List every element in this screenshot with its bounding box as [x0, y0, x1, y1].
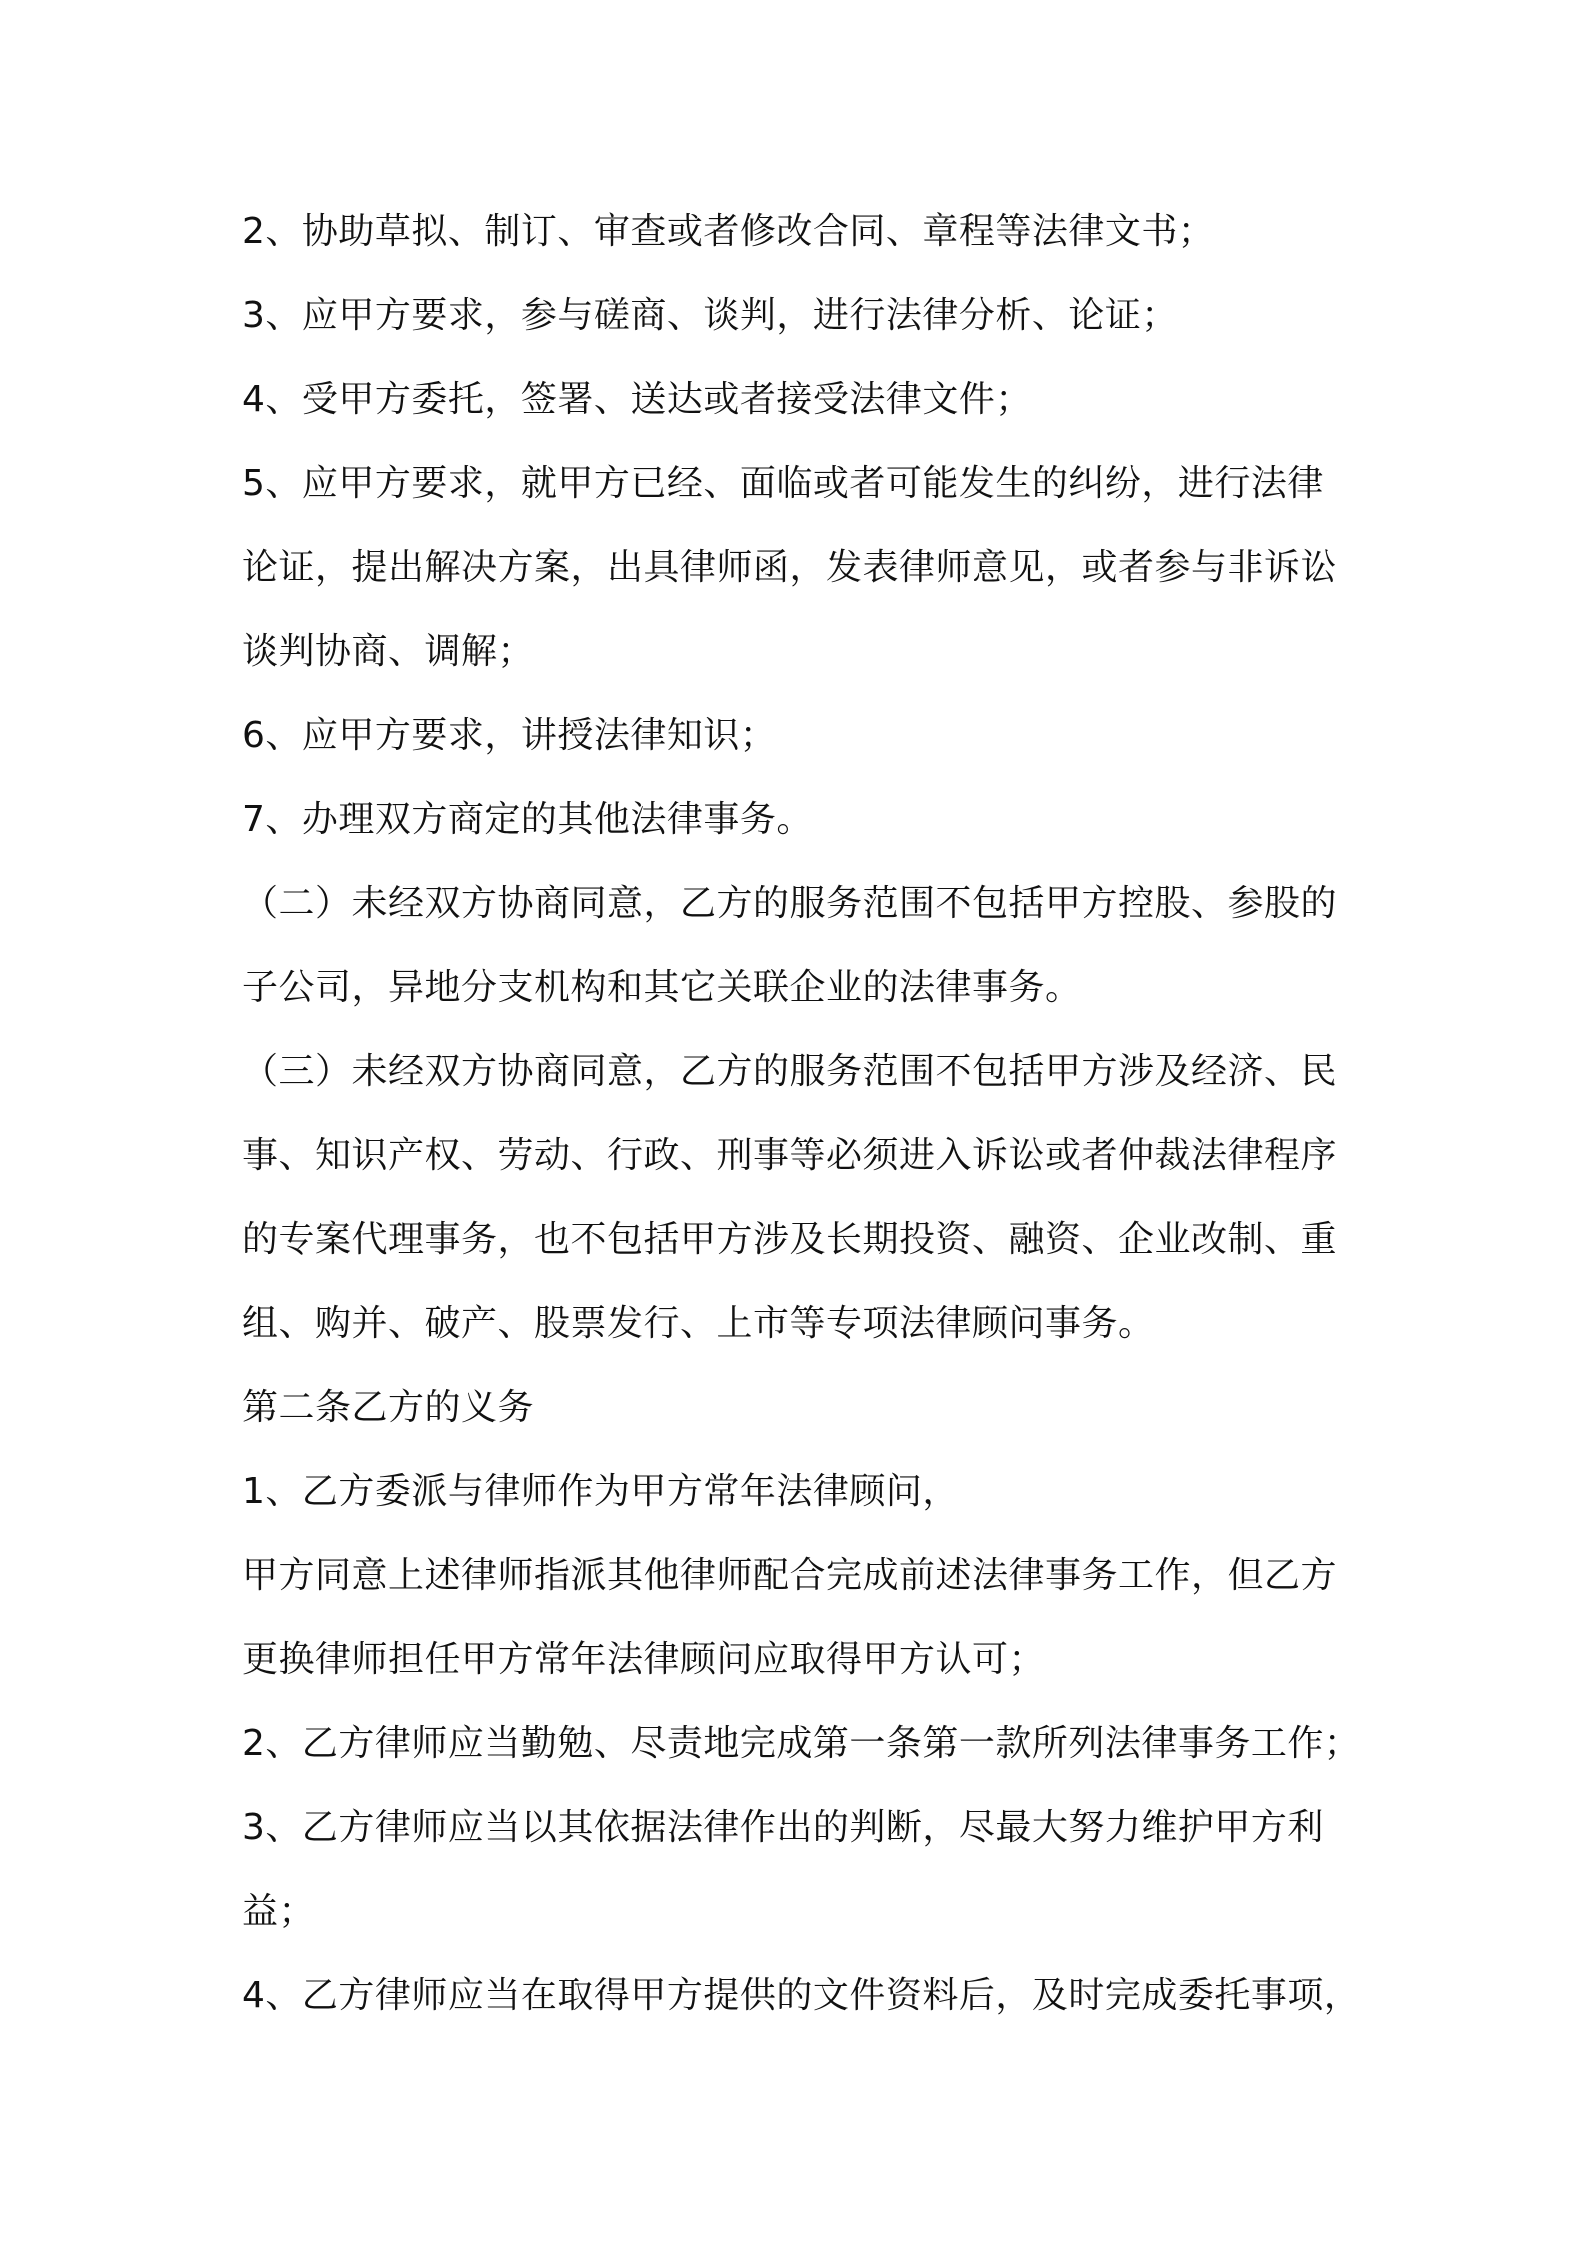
text-line: 2、协助草拟、制订、审查或者修改合同、章程等法律文书； — [242, 211, 1215, 252]
section-heading: 第二条乙方的义务 — [242, 1387, 535, 1428]
text-line: 3、乙方律师应当以其依据法律作出的判断，尽最大努力维护甲方利 — [242, 1807, 1324, 1848]
text-line: 的专案代理事务，也不包括甲方涉及长期投资、融资、企业改制、重 — [242, 1219, 1338, 1260]
text-line: 甲方同意上述律师指派其他律师配合完成前述法律事务工作，但乙方 — [242, 1555, 1338, 1596]
text-line: 论证，提出解决方案，出具律师函，发表律师意见，或者参与非诉讼 — [242, 547, 1338, 588]
text-line: 3、应甲方要求，参与磋商、谈判，进行法律分析、论证； — [242, 295, 1178, 336]
text-line: 更换律师担任甲方常年法律顾问应取得甲方认可； — [242, 1639, 1046, 1680]
text-line: 事、知识产权、劳动、行政、刑事等必须进入诉讼或者仲裁法律程序 — [242, 1135, 1338, 1176]
text-line: 4、受甲方委托，签署、送达或者接受法律文件； — [242, 379, 1032, 420]
text-line: 7、办理双方商定的其他法律事务。 — [242, 799, 813, 840]
document-body — [242, 190, 1372, 2038]
text-line: 2、乙方律师应当勤勉、尽责地完成第一条第一款所列法律事务工作； — [242, 1723, 1361, 1764]
text-line: 谈判协商、调解； — [242, 631, 535, 672]
text-line: 1、乙方委派与律师作为甲方常年法律顾问， — [242, 1471, 959, 1512]
text-line: 6、应甲方要求，讲授法律知识； — [242, 715, 777, 756]
text-line: 5、应甲方要求，就甲方已经、面临或者可能发生的纠纷，进行法律 — [242, 463, 1324, 504]
text-line: 组、购并、破产、股票发行、上市等专项法律顾问事务。 — [242, 1303, 1155, 1344]
text-line: 4、乙方律师应当在取得甲方提供的文件资料后，及时完成委托事项， — [242, 1975, 1361, 2016]
text-line: （二）未经双方协商同意，乙方的服务范围不包括甲方控股、参股的 — [242, 883, 1338, 924]
text-line: （三）未经双方协商同意，乙方的服务范围不包括甲方涉及经济、民 — [242, 1051, 1338, 1092]
text-line: 子公司，异地分支机构和其它关联企业的法律事务。 — [242, 967, 1082, 1008]
text-line: 益； — [242, 1891, 316, 1932]
